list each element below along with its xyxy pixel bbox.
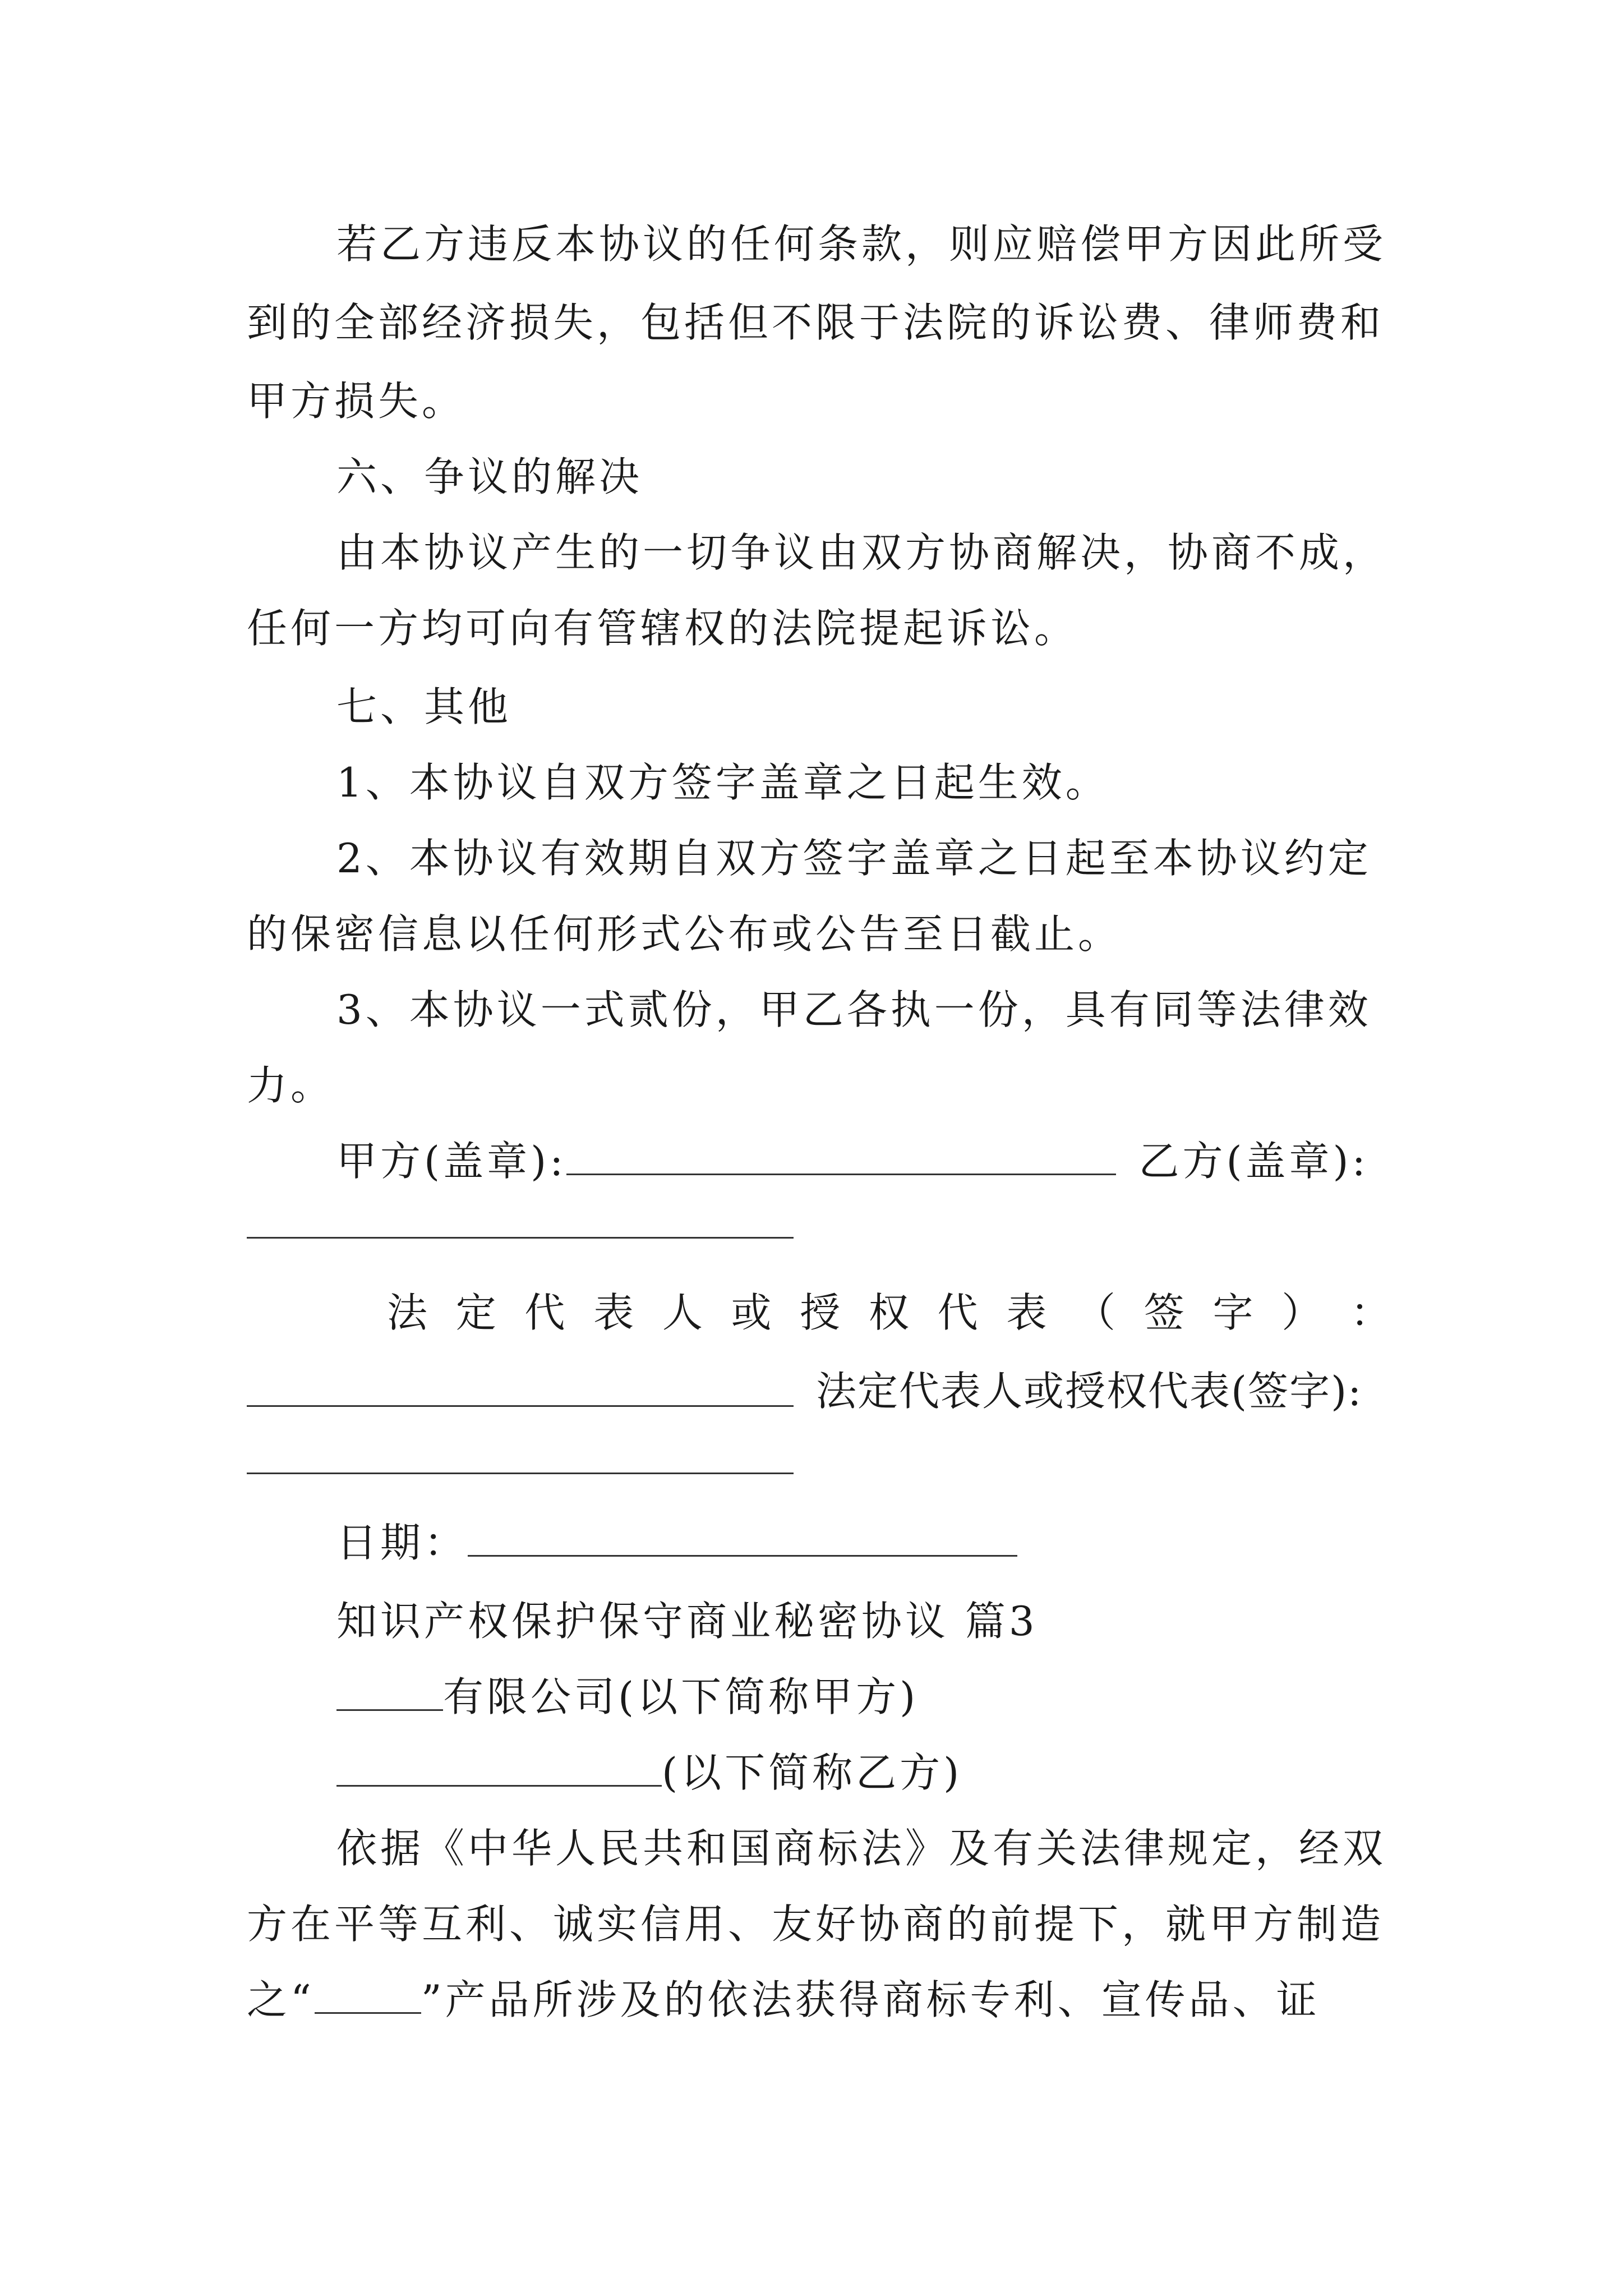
representative-b-blank [247,1473,794,1474]
company-a-line [336,1669,1481,1725]
date-blank [468,1516,1017,1557]
paragraph-line: 到的全部经济损失，包括但不限于法院的诉讼费、律师费和 [247,299,1385,346]
paragraph-line: 任何一方均可向有管辖权的法院提起诉讼。 [247,605,1078,652]
representative-char: 代 [937,1289,978,1336]
representative-char: ： [1350,1289,1391,1336]
representative-char: 或 [731,1289,772,1336]
party-b-blank [247,1237,794,1239]
representative-char: 定 [455,1289,496,1336]
company-a-blank [336,1670,443,1711]
party-b-line [336,1745,1481,1801]
party-a-label: 甲方(盖章): [336,1138,567,1185]
section-heading: 七、其他 [336,683,512,730]
representative-b-label: 法定代表人或授权代表(签字): [816,1368,1363,1415]
representative-line [387,1285,1391,1341]
section-title: 知识产权保护保守商业秘密协议 篇3 [336,1598,1038,1645]
representative-char: 表 [593,1289,634,1336]
paragraph-line: 3、本协议一式贰份，甲乙各执一份，具有同等法律效 [336,986,1372,1033]
paragraph-line: 的保密信息以任何形式公布或公告至日截止。 [247,910,1122,958]
date-label: 日期： [336,1519,468,1566]
representative-char: 表 [1006,1289,1047,1336]
representative-a-blank [247,1405,794,1407]
signature-line [336,1133,1481,1189]
paragraph-line: 甲方损失。 [247,378,466,425]
paragraph-line: 方在平等互利、诚实信用、友好协商的前提下，就甲方制造 [247,1901,1385,1948]
section-heading: 六、争议的解决 [336,453,643,500]
party-b-note: (以下简称乙方) [662,1749,963,1796]
representative-char: ） [1281,1289,1322,1336]
party-b-label: 乙方(盖章): [1138,1138,1369,1185]
date-line [336,1515,1481,1571]
representative-char: 法 [387,1289,428,1336]
representative-char: 代 [524,1289,565,1336]
representative-char: 人 [662,1289,703,1336]
paragraph-line: 由本协议产生的一切争议由双方协商解决，协商不成， [336,529,1387,576]
representative-char: 权 [868,1289,909,1336]
paragraph-line: 1、本协议自双方签字盖章之日起生效。 [336,759,1109,806]
product-open-quote: 之“ [247,1976,315,2023]
paragraph-line: 力。 [247,1062,335,1109]
paragraph-line [247,1972,1391,2028]
representative-char: 字 [1212,1289,1253,1336]
party-a-blank [566,1134,1116,1175]
paragraph-line: 依据《中华人民共和国商标法》及有关法律规定，经双 [336,1825,1387,1872]
paragraph-line: 2、本协议有效期自双方签字盖章之日起至本协议约定 [336,835,1372,882]
representative-char: 签 [1144,1289,1184,1336]
product-name-blank [315,1973,421,2014]
paragraph-line: 若乙方违反本协议的任何条款，则应赔偿甲方因此所受 [336,220,1387,268]
representative-char: 授 [800,1289,841,1336]
party-b-name-blank [336,1746,662,1787]
product-close-text: ”产品所涉及的依法获得商标专利、宣传品、证 [421,1976,1320,2023]
representative-char: （ [1075,1289,1116,1336]
company-a-label: 有限公司(以下简称甲方) [443,1673,919,1720]
